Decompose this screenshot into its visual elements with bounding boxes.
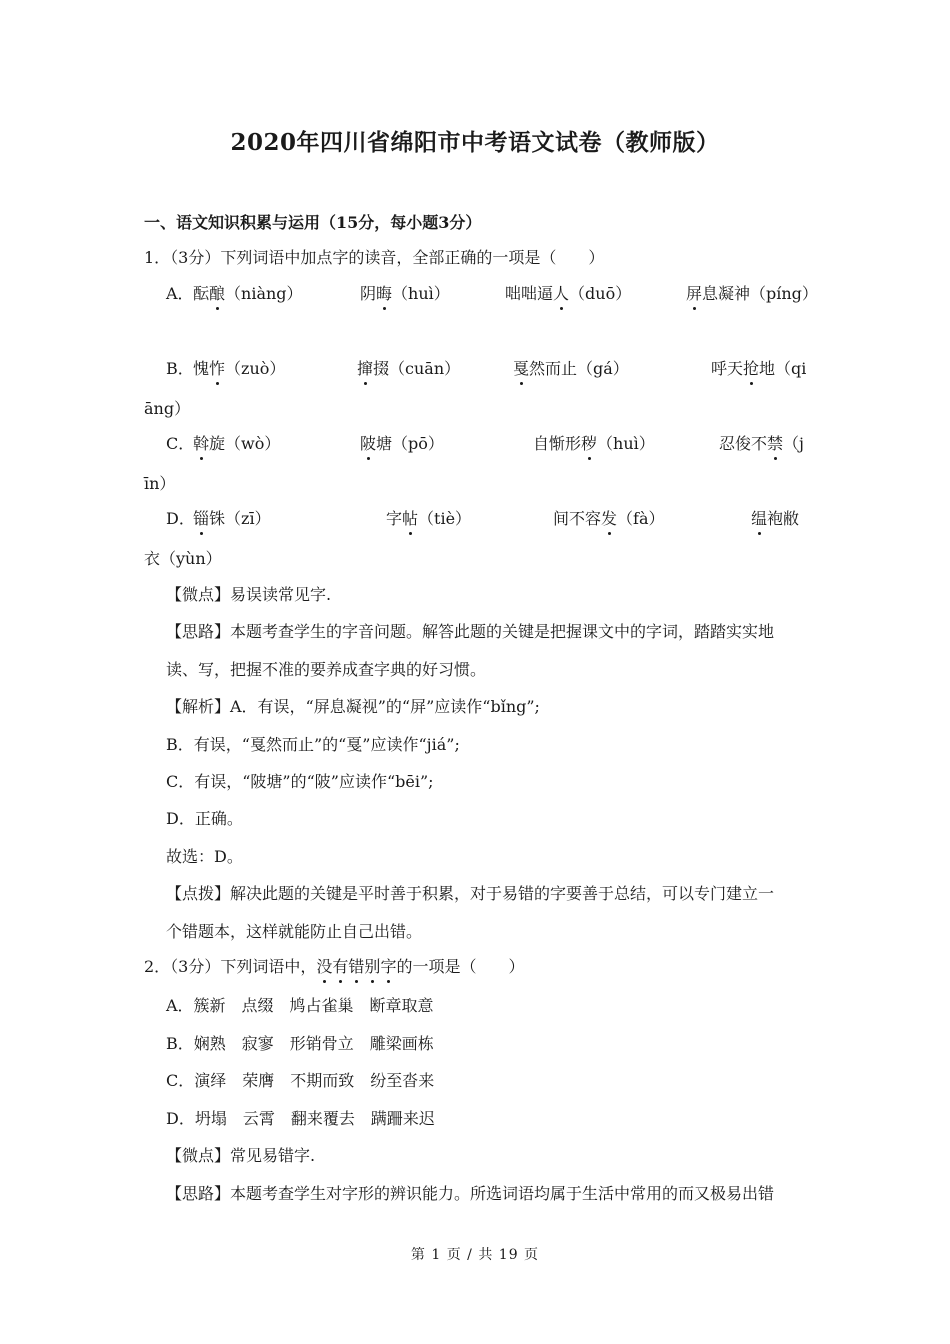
q1-option-c-word-3: 自惭形秽（huì） xyxy=(533,432,655,456)
q1-option-b-word-4: 呼天抢地（qi xyxy=(711,357,806,381)
dotted-char: 人 xyxy=(553,282,569,306)
q1-option-a-label: A． xyxy=(166,284,194,303)
q1-option-c-word-4: 忍俊不禁（j xyxy=(719,432,804,456)
q1-option-c-word-1: 斡旋（wò） xyxy=(193,432,280,456)
q1-option-b-word-3: 戛然而止（gá） xyxy=(513,357,629,381)
page-title: 2020年四川省绵阳市中考语文试卷（教师版） xyxy=(230,129,720,156)
q1-option-d-label: D． xyxy=(166,509,195,528)
q1-option-b-word-1: 愧怍（zuò） xyxy=(193,357,285,381)
q1-option-d-continuation: 衣（yùn） xyxy=(144,549,222,568)
q1-option-b-label: B． xyxy=(166,359,194,378)
q1-option-c-continuation: īn） xyxy=(144,474,176,493)
q1-weidian: 【微点】易误读常见字. xyxy=(166,585,332,604)
q2-option-a: A．簇新 点缀 鸠占雀巢 断章取意 xyxy=(166,996,434,1015)
q1-silu-line-2: 读、写，把握不准的要养成查字典的好习惯。 xyxy=(166,660,487,679)
q1-jiexi-line-1: 【解析】A．有误，“屏息凝视”的“屏”应读作“bǐng”; xyxy=(166,697,540,716)
q1-option-d-word-1: 锱铢（zī） xyxy=(193,507,271,531)
dotted-char: 字 xyxy=(380,955,396,979)
q2-weidian: 【微点】常见易错字. xyxy=(166,1146,316,1165)
dotted-char: 秽 xyxy=(581,432,597,456)
dotted-char: 缊 xyxy=(751,507,767,531)
q1-dianbo-line-1: 【点拨】解决此题的关键是平时善于积累，对于易错的字要善于总结，可以专门建立一 xyxy=(166,884,775,903)
q1-jiexi-line-4: D．正确。 xyxy=(166,809,243,828)
dotted-char: 陂 xyxy=(360,432,376,456)
dotted-char: 帖 xyxy=(402,507,418,531)
q1-option-d-word-4: 缊袍敝 xyxy=(751,507,799,531)
q2-silu: 【思路】本题考查学生对字形的辨识能力。所选词语均属于生活中常用的而又极易出错 xyxy=(166,1184,775,1203)
q1-option-d-word-3: 间不容发（fà） xyxy=(553,507,665,531)
dotted-char: 酿 xyxy=(209,282,225,306)
dotted-char: 戛 xyxy=(513,357,529,381)
dotted-char: 抢 xyxy=(743,357,759,381)
q1-option-a-word-4: 屏息凝神（píng） xyxy=(686,282,818,306)
q2-option-d: D．坍塌 云霄 翻来覆去 蹒跚来迟 xyxy=(166,1109,435,1128)
q1-option-a-word-3: 咄咄逼人（duō） xyxy=(505,282,631,306)
q1-option-a-word-2: 阴晦（huì） xyxy=(360,282,450,306)
q1-option-c-word-2: 陂塘（pō） xyxy=(360,432,444,456)
dotted-char: 斡 xyxy=(193,432,209,456)
question-1-stem: 1．（3分）下列词语中加点字的读音，全部正确的一项是（ ） xyxy=(144,248,605,267)
q1-silu-line-1: 【思路】本题考查学生的字音问题。解答此题的关键是把握课文中的字词，踏踏实实地 xyxy=(166,622,775,641)
dotted-char: 晦 xyxy=(376,282,392,306)
q2-option-b: B．娴熟 寂寥 形销骨立 雕梁画栋 xyxy=(166,1034,434,1053)
q1-dianbo-line-2: 个错题本，这样就能防止自己出错。 xyxy=(166,922,423,941)
q1-option-b-continuation: āng） xyxy=(144,399,191,418)
section-heading: 一、语文知识积累与运用（15分，每小题3分） xyxy=(144,213,482,232)
dotted-char: 屏 xyxy=(686,282,702,306)
q1-option-b-word-2: 撺掇（cuān） xyxy=(357,357,460,381)
question-2-stem: 2．（3分）下列词语中，没有错别字的一项是（ ） xyxy=(144,955,524,979)
q1-jiexi-line-2: B．有误，“戛然而止”的“戛”应读作“jiá”; xyxy=(166,735,460,754)
dotted-char: 发 xyxy=(601,507,617,531)
dotted-char: 错 xyxy=(348,955,364,979)
dotted-char: 有 xyxy=(332,955,348,979)
dotted-char: 禁 xyxy=(767,432,783,456)
q2-option-c: C．演绎 荣膺 不期而致 纷至沓来 xyxy=(166,1071,435,1090)
q1-jiexi-line-3: C．有误，“陂塘”的“陂”应读作“bēi”; xyxy=(166,772,434,791)
q1-answer: 故选：D。 xyxy=(166,847,243,866)
page-footer: 第 1 页 / 共 19 页 xyxy=(410,1247,540,1263)
dotted-char: 锱 xyxy=(193,507,209,531)
q1-option-c-label: C． xyxy=(166,434,195,453)
dotted-char: 别 xyxy=(364,955,380,979)
dotted-char: 撺 xyxy=(357,357,373,381)
dotted-char: 怍 xyxy=(209,357,225,381)
q1-option-a-word-1: 酝酿（niàng） xyxy=(193,282,303,306)
q1-option-d-word-2: 字帖（tiè） xyxy=(386,507,471,531)
dotted-char: 没 xyxy=(316,955,332,979)
